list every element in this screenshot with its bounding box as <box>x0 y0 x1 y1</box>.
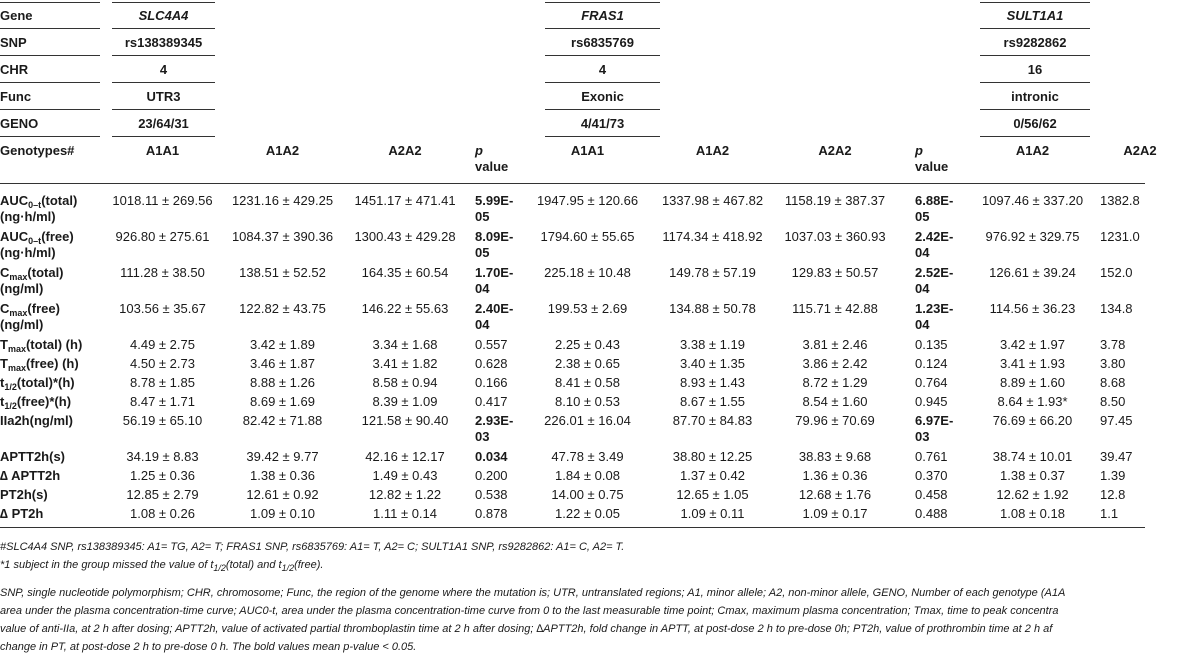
table-rule <box>112 136 215 137</box>
value-cell: 1.84 ± 0.08 <box>555 468 620 483</box>
p-value: 0.878 <box>475 506 508 521</box>
row-label: $T_{max}(total)$ (h) <box>0 337 83 354</box>
value-cell: 1.37 ± 0.42 <box>680 468 745 483</box>
p-value: 0.538 <box>475 487 508 502</box>
footnote-4: area under the plasma concentration-time curve; AUC0-t, area under the plasma concentration-time curve from 0 to the last measurable time point; Cmax, maximum plasma concentration; Tmax, time to peak concentra <box>0 605 1059 617</box>
value-cell: 126.61 ± 39.24 <box>989 265 1076 280</box>
p-value: 0.200 <box>475 468 508 483</box>
value-cell: 1.22 ± 0.05 <box>555 506 620 521</box>
value-cell: 976.92 ± 329.75 <box>985 229 1080 244</box>
header-a2a2: A2A2 <box>1123 143 1157 158</box>
slc-geno: 23/64/31 <box>138 116 189 131</box>
value-cell: 1.09 ± 0.10 <box>250 506 315 521</box>
header-a2a2: A2A2 <box>818 143 852 158</box>
value-cell: 1.08 ± 0.26 <box>130 506 195 521</box>
value-cell: 8.64 ± 1.93* <box>997 394 1068 409</box>
value-cell: 12.62 ± 1.92 <box>996 487 1069 502</box>
value-cell: 2.38 ± 0.65 <box>555 356 620 371</box>
p-value: 0.034 <box>475 449 508 464</box>
value-cell: 12.82 ± 1.22 <box>368 487 442 502</box>
table-rule <box>0 527 1145 528</box>
value-cell: 87.70 ± 84.83 <box>672 413 753 428</box>
header-a2a2: A2A2 <box>388 143 422 158</box>
p-value: 0.370 <box>915 468 948 483</box>
table-rule <box>545 55 660 56</box>
value-cell: 149.78 ± 57.19 <box>669 265 756 280</box>
fras-func: Exonic <box>581 89 624 104</box>
p-value: 0.945 <box>915 394 948 409</box>
value-cell: 3.78 <box>1100 337 1126 352</box>
table-rule <box>980 28 1090 29</box>
p-value: 0.417 <box>475 394 508 409</box>
value-cell: 8.67 ± 1.55 <box>680 394 745 409</box>
value-cell: 1.1 <box>1100 506 1119 521</box>
row-label: ∆ APTT2h <box>0 468 61 483</box>
sult-snp: rs9282862 <box>1003 35 1067 50</box>
sult-func: intronic <box>1011 89 1059 104</box>
value-cell: 12.65 ± 1.05 <box>676 487 749 502</box>
table-rule <box>545 136 660 137</box>
value-cell: 8.89 ± 1.60 <box>1000 375 1065 390</box>
header-a1a2: A1A2 <box>1015 143 1050 158</box>
table-rule <box>0 82 100 83</box>
value-cell: 226.01 ± 16.04 <box>544 413 631 428</box>
value-cell: 114.56 ± 36.23 <box>989 301 1076 316</box>
p-value: 5.99E- 05 <box>475 193 514 224</box>
value-cell: 1300.43 ± 429.28 <box>354 229 456 244</box>
p-value: 0.135 <box>915 337 948 352</box>
value-cell: 8.10 ± 0.53 <box>555 394 620 409</box>
table-rule <box>112 28 215 29</box>
value-cell: 1.38 ± 0.36 <box>250 468 315 483</box>
value-cell: 1.11 ± 0.14 <box>373 506 437 521</box>
value-cell: 1.08 ± 0.18 <box>1000 506 1065 521</box>
value-cell: 199.53 ± 2.69 <box>547 301 628 316</box>
fras-geno: 4/41/73 <box>580 116 625 131</box>
footnote-3: SNP, single nucleotide polymorphism; CHR, chromosome; Func, the region of the genome where the mutation is; UTR, untranslated regions; A1, minor allele; A2, non-minor allele, GENO, Number of each genotype (A1A <box>0 587 1066 599</box>
p-value: 6.88E- 05 <box>915 193 954 224</box>
row-label: $AUC_{0-t}(total)$ (ng·h/ml) <box>0 193 78 224</box>
row-label-gene: Gene <box>0 8 33 23</box>
p-value: 2.52E- 04 <box>915 265 954 296</box>
row-label: $t_{1/2}(free)*(h)$ <box>0 394 72 411</box>
sult-chr: 16 <box>1027 62 1043 77</box>
table-rule <box>0 136 100 137</box>
table-rule <box>980 82 1090 83</box>
value-cell: 134.8 <box>1100 301 1133 316</box>
value-cell: 225.18 ± 10.48 <box>544 265 631 280</box>
header-p-value: p value <box>915 143 949 174</box>
table-rule <box>980 55 1090 56</box>
slc-chr: 4 <box>159 62 168 77</box>
row-label: APTT2h(s) <box>0 449 65 464</box>
value-cell: 8.68 <box>1100 375 1126 390</box>
value-cell: 129.83 ± 50.57 <box>791 265 879 280</box>
value-cell: 8.47 ± 1.71 <box>130 394 195 409</box>
value-cell: 134.88 ± 50.78 <box>669 301 756 316</box>
p-value: 0.761 <box>915 449 948 464</box>
value-cell: 47.78 ± 3.49 <box>551 449 624 464</box>
value-cell: 4.50 ± 2.73 <box>130 356 195 371</box>
value-cell: 8.54 ± 1.60 <box>802 394 868 409</box>
value-cell: 39.47 <box>1100 449 1133 464</box>
value-cell: 1.49 ± 0.43 <box>372 468 438 483</box>
value-cell: 79.96 ± 70.69 <box>795 413 875 428</box>
table-rule <box>980 136 1090 137</box>
value-cell: 8.78 ± 1.85 <box>130 375 195 390</box>
value-cell: 82.42 ± 71.88 <box>242 413 323 428</box>
value-cell: 1.25 ± 0.36 <box>130 468 195 483</box>
header-a1a1: A1A1 <box>570 143 605 158</box>
value-cell: 1174.34 ± 418.92 <box>662 229 763 244</box>
value-cell: 3.42 ± 1.97 <box>1000 337 1065 352</box>
row-label-func: Func <box>0 89 32 104</box>
slc-snp: rs138389345 <box>124 35 203 50</box>
value-cell: 8.72 ± 1.29 <box>802 375 868 390</box>
p-value: 0.458 <box>915 487 948 502</box>
row-label-geno: GENO <box>0 116 39 131</box>
value-cell: 3.42 ± 1.89 <box>250 337 315 352</box>
row-label: $C_{max}(free)$ (ng/ml) <box>0 301 60 332</box>
fras-chr: 4 <box>598 62 607 77</box>
genotypes-header: Genotypes# <box>0 143 75 158</box>
value-cell: 1037.03 ± 360.93 <box>784 229 886 244</box>
p-value: 8.09E- 05 <box>475 229 514 260</box>
value-cell: 12.68 ± 1.76 <box>798 487 872 502</box>
value-cell: 3.38 ± 1.19 <box>680 337 745 352</box>
value-cell: 138.51 ± 52.52 <box>239 265 326 280</box>
value-cell: 121.58 ± 90.40 <box>361 413 449 428</box>
value-cell: 56.19 ± 65.10 <box>122 413 203 428</box>
footnote-6: change in PT, at post-dose 2 h to pre-dose 0 h. The bold values mean p-value < 0.05. <box>0 641 417 653</box>
table-rule <box>112 55 215 56</box>
value-cell: 1084.37 ± 390.36 <box>231 229 334 244</box>
value-cell: 1231.0 <box>1100 229 1140 244</box>
value-cell: 3.81 ± 2.46 <box>802 337 868 352</box>
value-cell: 12.85 ± 2.79 <box>126 487 199 502</box>
value-cell: 8.39 ± 1.09 <box>372 394 438 409</box>
table-rule <box>0 109 100 110</box>
table-rule <box>545 2 660 3</box>
value-cell: 1451.17 ± 471.41 <box>354 193 456 208</box>
p-value: 0.764 <box>915 375 948 390</box>
row-label: IIa2h(ng/ml) <box>0 413 73 428</box>
row-label-snp: SNP <box>0 35 27 50</box>
footnote-1: #SLC4A4 SNP, rs138389345: A1= TG, A2= T; FRAS1 SNP, rs6835769: A1= T, A2= C; SULT1A1 SNP, rs9282862: A1= C, A2= T. <box>0 541 625 553</box>
value-cell: 3.41 ± 1.93 <box>1000 356 1065 371</box>
header-a1a1: A1A1 <box>145 143 180 158</box>
footnote-2: *1 subject in the group missed the value of $t_{1/2}(total)$ and $t_{1/2}(free)$. <box>0 559 324 573</box>
value-cell: 103.56 ± 35.67 <box>119 301 206 316</box>
slc-gene: SLC4A4 <box>138 8 189 23</box>
value-cell: 12.8 <box>1100 487 1126 502</box>
value-cell: 42.16 ± 12.17 <box>365 449 445 464</box>
value-cell: 146.22 ± 55.63 <box>361 301 449 316</box>
table-rule <box>0 183 1145 184</box>
header-a1a2: A1A2 <box>265 143 300 158</box>
p-value: 0.124 <box>915 356 948 371</box>
value-cell: 1.09 ± 0.17 <box>802 506 868 521</box>
row-label: ∆ PT2h <box>0 506 44 521</box>
value-cell: 2.25 ± 0.43 <box>555 337 620 352</box>
table-rule <box>545 28 660 29</box>
fras-gene: FRAS1 <box>581 8 624 23</box>
value-cell: 38.74 ± 10.01 <box>992 449 1073 464</box>
table-rule <box>545 82 660 83</box>
value-cell: 97.45 <box>1100 413 1133 428</box>
fras-snp: rs6835769 <box>571 35 634 50</box>
p-value: 2.42E- 04 <box>915 229 954 260</box>
value-cell: 1947.95 ± 120.66 <box>536 193 639 208</box>
footnote-5: value of anti-IIa, at 2 h after dosing; APTT2h, value of activated partial thromboplastin time at 2 h after dosing; ∆APTT2h, fold change in APTT, at post-dose 2 h to pre-dose 0h; PT2h, value of prothrombin time at 2 h af <box>0 623 1053 635</box>
value-cell: 926.80 ± 275.61 <box>115 229 210 244</box>
table-rule <box>545 109 660 110</box>
value-cell: 34.19 ± 8.83 <box>126 449 199 464</box>
p-value: 1.23E- 04 <box>915 301 954 332</box>
value-cell: 8.69 ± 1.69 <box>250 394 315 409</box>
value-cell: 3.46 ± 1.87 <box>250 356 315 371</box>
p-value: 0.166 <box>475 375 508 390</box>
p-value: 1.70E- 04 <box>475 265 514 296</box>
sult-geno: 0/56/62 <box>1013 116 1057 131</box>
value-cell: 8.88 ± 1.26 <box>250 375 315 390</box>
p-value: 6.97E- 03 <box>915 413 954 444</box>
sult-gene: SULT1A1 <box>1006 8 1064 23</box>
value-cell: 3.40 ± 1.35 <box>680 356 745 371</box>
table-rule <box>0 2 100 3</box>
value-cell: 14.00 ± 0.75 <box>551 487 624 502</box>
value-cell: 1097.46 ± 337.20 <box>981 193 1084 208</box>
value-cell: 1231.16 ± 429.25 <box>231 193 334 208</box>
value-cell: 1382.8 <box>1100 193 1140 208</box>
table-rule <box>112 82 215 83</box>
value-cell: 164.35 ± 60.54 <box>361 265 449 280</box>
value-cell: 1.09 ± 0.11 <box>680 506 745 521</box>
value-cell: 1.36 ± 0.36 <box>802 468 868 483</box>
value-cell: 115.71 ± 42.88 <box>792 301 878 316</box>
row-label: PT2h(s) <box>0 487 48 502</box>
value-cell: 3.80 <box>1100 356 1126 371</box>
value-cell: 8.41 ± 0.58 <box>555 375 620 390</box>
row-label-chr: CHR <box>0 62 29 77</box>
table-rule <box>980 2 1090 3</box>
value-cell: 111.28 ± 38.50 <box>120 265 205 280</box>
value-cell: 8.58 ± 0.94 <box>372 375 438 390</box>
value-cell: 8.93 ± 1.43 <box>680 375 745 390</box>
value-cell: 1158.19 ± 387.37 <box>784 193 886 208</box>
value-cell: 12.61 ± 0.92 <box>246 487 319 502</box>
value-cell: 122.82 ± 43.75 <box>239 301 326 316</box>
row-label: $C_{max}(total)$ (ng/ml) <box>0 265 64 296</box>
p-value: 2.40E- 04 <box>475 301 514 332</box>
value-cell: 39.42 ± 9.77 <box>246 449 319 464</box>
table-rule <box>112 109 215 110</box>
p-value: 0.488 <box>915 506 948 521</box>
value-cell: 3.41 ± 1.82 <box>372 356 438 371</box>
row-label: $t_{1/2}(total)*(h)$ <box>0 375 75 392</box>
value-cell: 1.39 <box>1100 468 1126 483</box>
row-label: $T_{max}(free)$ (h) <box>0 356 79 373</box>
value-cell: 152.0 <box>1100 265 1133 280</box>
value-cell: 1794.60 ± 55.65 <box>540 229 635 244</box>
value-cell: 38.83 ± 9.68 <box>798 449 872 464</box>
header-p-value: p value <box>475 143 509 174</box>
table-rule <box>980 109 1090 110</box>
value-cell: 76.69 ± 66.20 <box>992 413 1073 428</box>
value-cell: 1018.11 ± 269.56 <box>112 193 213 208</box>
table-rule <box>0 28 100 29</box>
p-value: 0.557 <box>475 337 508 352</box>
value-cell: 8.50 <box>1100 394 1126 409</box>
value-cell: 3.86 ± 2.42 <box>802 356 868 371</box>
header-a1a2: A1A2 <box>695 143 730 158</box>
slc-func: UTR3 <box>146 89 181 104</box>
value-cell: 38.80 ± 12.25 <box>672 449 753 464</box>
p-value: 2.93E- 03 <box>475 413 514 444</box>
value-cell: 1.38 ± 0.37 <box>1000 468 1065 483</box>
value-cell: 1337.98 ± 467.82 <box>661 193 764 208</box>
table-rule <box>0 55 100 56</box>
row-label: $AUC_{0-t}(free)$ (ng·h/ml) <box>0 229 74 260</box>
value-cell: 3.34 ± 1.68 <box>372 337 438 352</box>
p-value: 0.628 <box>475 356 508 371</box>
value-cell: 4.49 ± 2.75 <box>130 337 195 352</box>
table-rule <box>112 2 215 3</box>
